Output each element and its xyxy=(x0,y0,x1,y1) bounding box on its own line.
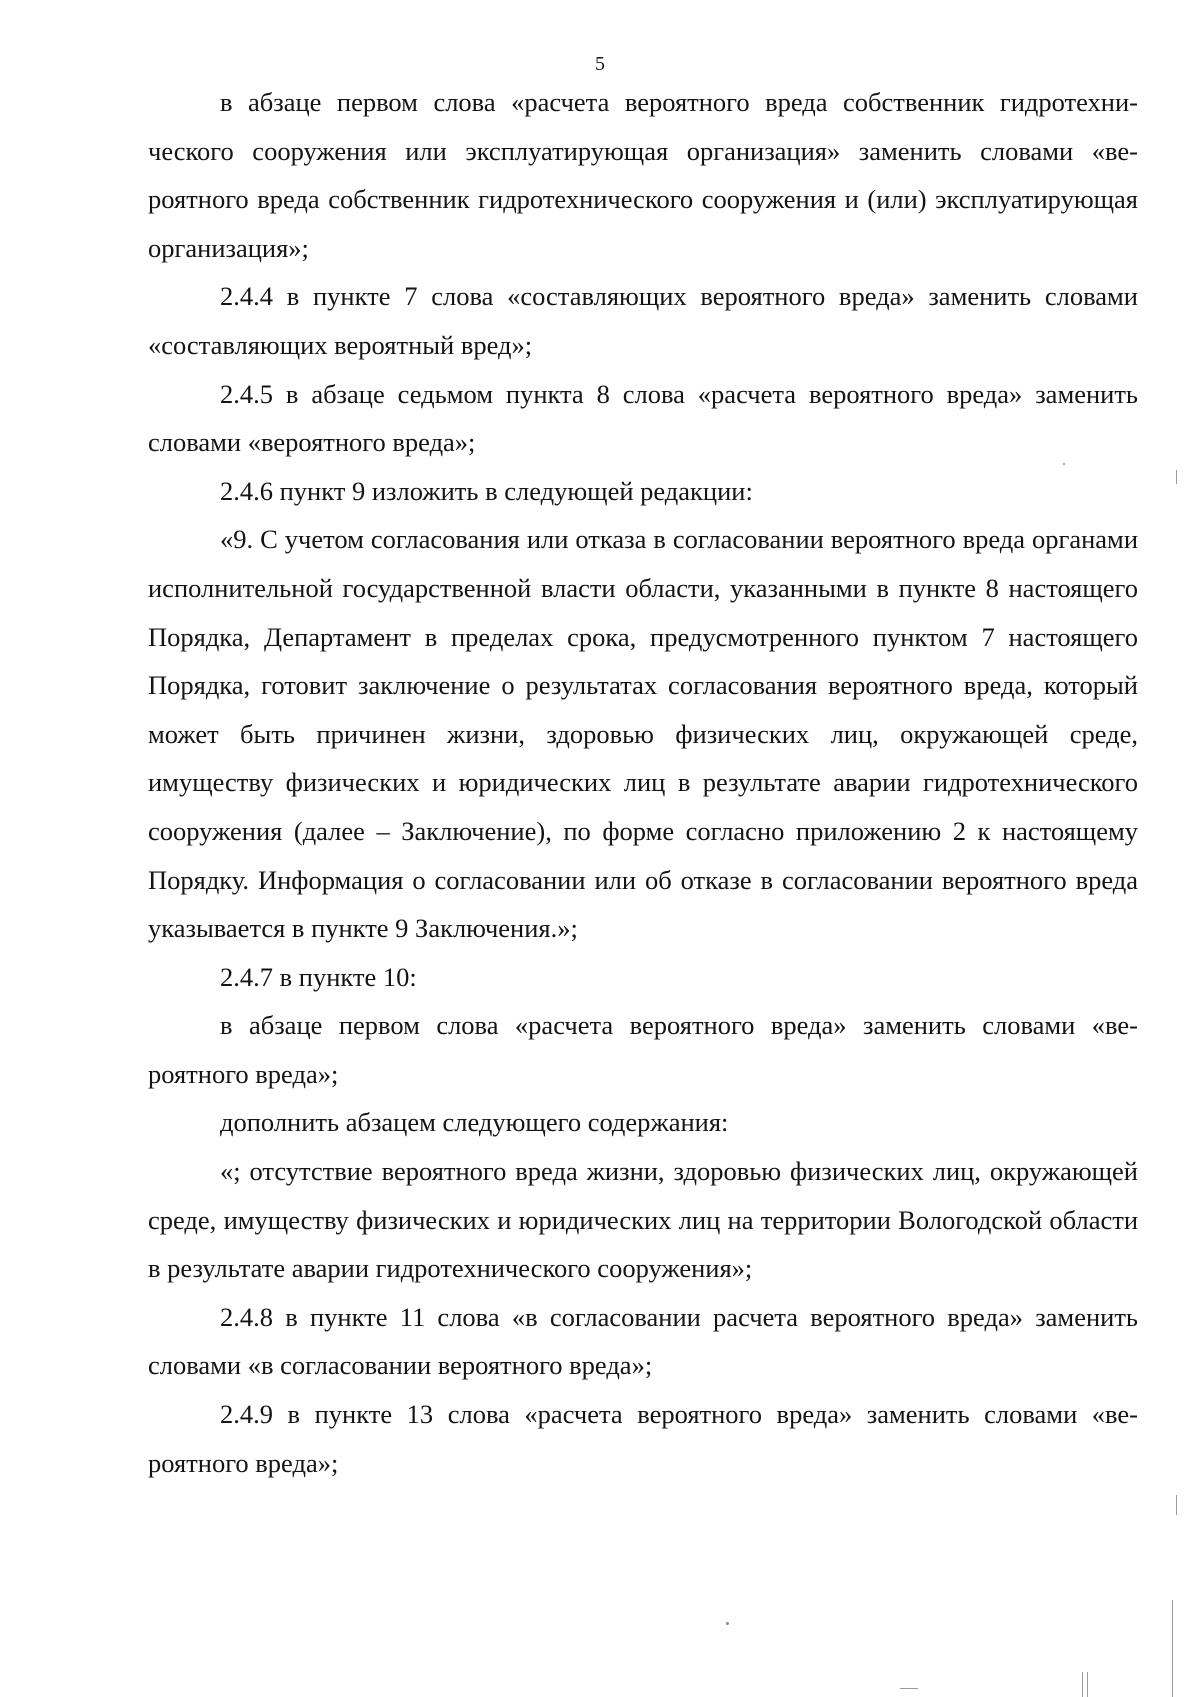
scan-edge-mark xyxy=(1087,1672,1088,1697)
paragraph: «9. С учетом согласования или отказа в согласовании вероятного вреда органами исполнительной государственной власти области, указанными в пункте 8 настоящего Порядка, Департамент в пределах срока, предусмотренного пунктом 7 настоящего Порядка, готовит заключение о результатах согласования вероятного вреда, который может быть причинен жизни, здоровью физических лиц, окружающей среде, имуществу физических и юридических лиц в результате аварии гидротехнического сооружения (далее – Заключение), по форме согласно приложению 2 к настоящему Порядку. Информация о согласовании или об отказе в согласовании вероятного вреда указывается в пункте 9 Заключения.»; xyxy=(148,524,1138,944)
paragraph: 2.4.7 в пункте 10: xyxy=(220,961,417,992)
scan-edge-mark xyxy=(1176,1495,1177,1515)
scan-edge-mark xyxy=(1176,470,1177,484)
scan-edge-mark xyxy=(900,1688,918,1689)
page-number: 5 xyxy=(595,53,605,75)
paragraph: 2.4.9 в пункте 13 слова «расчета вероятного вреда» заменить словами «вероятного вреда»; xyxy=(148,1399,1138,1478)
scan-speck xyxy=(726,1622,729,1625)
paragraph: 2.4.5 в абзаце седьмом пункта 8 слова «расчета вероятного вреда» заменить словами «вероятного вреда»; xyxy=(148,378,1138,458)
paragraph: в абзаце первом слова «расчета вероятного вреда собственник гидротехнического сооружения или эксплуатирующая организация» заменить словами «вероятного вреда собственник гидротехнического сооружения и (или) эксплуатирующая организация»; xyxy=(148,87,1138,263)
paragraph: 2.4.6 пункт 9 изложить в следующей редакции: xyxy=(220,475,753,506)
paragraph: дополнить абзацем следующего содержания: xyxy=(220,1107,729,1138)
paragraph: в абзаце первом слова «расчета вероятного вреда» заменить словами «вероятного вреда»; xyxy=(148,1010,1138,1089)
paragraph: 2.4.4 в пункте 7 слова «составляющих вероятного вреда» заменить словами «составляющих вероятный вред»; xyxy=(148,281,1138,360)
document-body xyxy=(148,78,1138,1487)
scan-edge-mark xyxy=(1082,1672,1083,1697)
paragraph: 2.4.8 в пункте 11 слова «в согласовании расчета вероятного вреда» заменить словами «в согласовании вероятного вреда»; xyxy=(148,1301,1138,1381)
scan-speck xyxy=(1063,463,1065,465)
paragraph: «; отсутствие вероятного вреда жизни, здоровью физических лиц, окружающей среде, имуществу физических и юридических лиц на территории Вологодской области в результате аварии гидротехнического сооружения»; xyxy=(148,1156,1138,1284)
scan-edge-mark xyxy=(1172,1600,1173,1697)
